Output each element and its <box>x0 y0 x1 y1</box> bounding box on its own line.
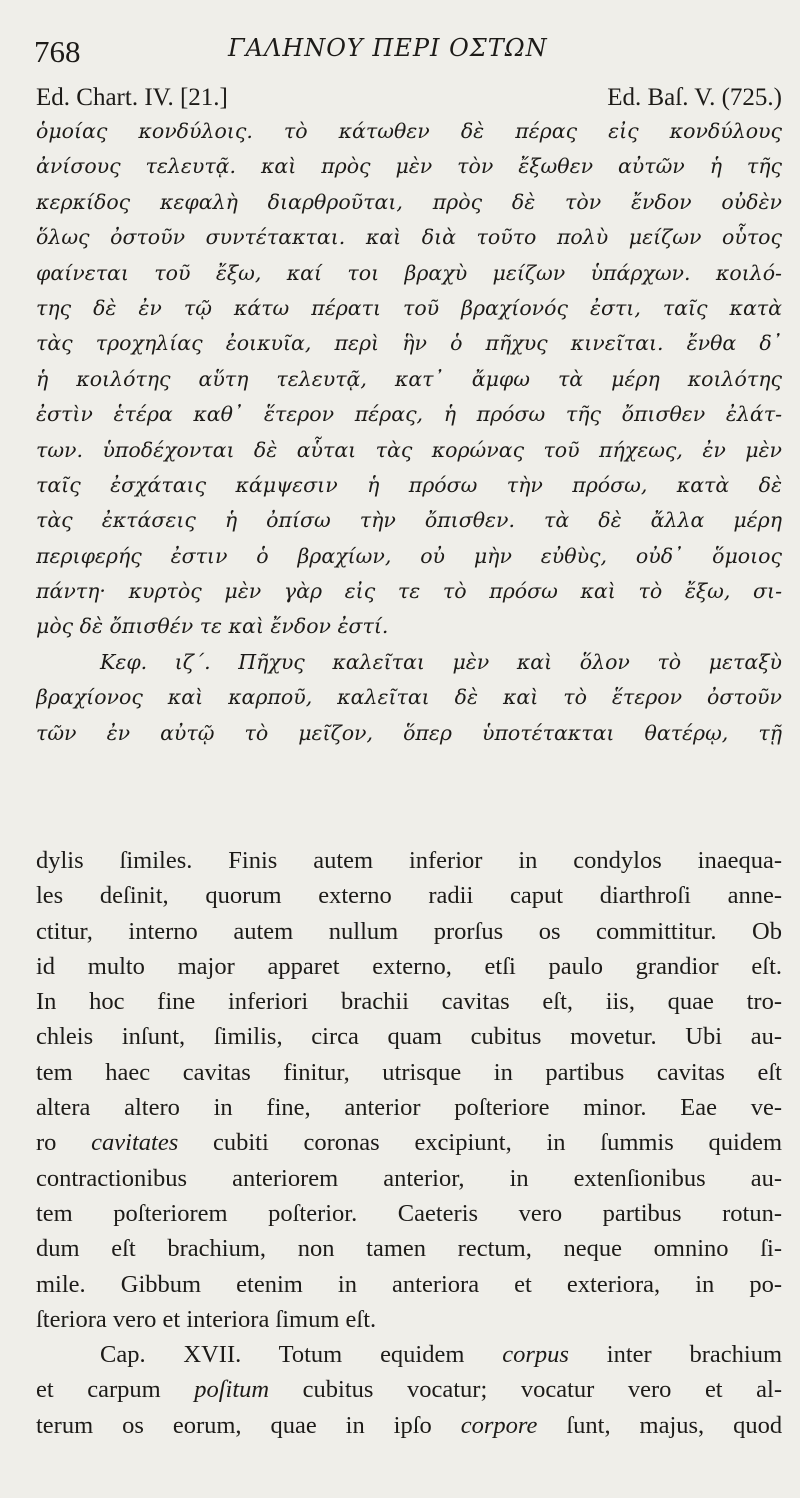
latin-line: tem haec cavitas finitur, utrisque in partibus cavitas eſt <box>36 1058 782 1086</box>
latin-line: mile. Gibbum etenim in anteriora et exteriora, in po- <box>36 1270 782 1298</box>
latin-line: tem poſteriorem poſterior. Caeteris vero partibus rotun- <box>36 1199 782 1227</box>
latin-line: id multo major apparet externo, etſi paulo grandior eſt. <box>36 952 782 980</box>
greek-line: βραχίονος καὶ καρποῦ, καλεῖται δὲ καὶ τὸ ἕτερον ὀστοῦν <box>36 685 782 710</box>
greek-line: τὰς τροχηλίας ἐοικυῖα, περὶ ἣν ὁ πῆχυς κινεῖται. ἔνθα δ᾽ <box>36 331 782 356</box>
greek-line: τὰς ἐκτάσεις ἡ ὀπίσω τὴν ὄπισθεν. τὰ δὲ ἄλλα μέρη <box>36 508 782 533</box>
latin-line: et carpum poſitum cubitus vocatur; vocatur vero et al- <box>36 1376 782 1404</box>
greek-chapter-heading-line: Κεφ. ιζ΄. Πῆχυς καλεῖται μὲν καὶ ὅλον τὸ μεταξὺ <box>100 649 782 674</box>
edition-reference-left: Ed. Chart. IV. [21.] <box>36 84 228 111</box>
greek-line: της δὲ ἐν τῷ κάτω πέρατι τοῦ βραχίονός ἐστι, ταῖς κατὰ <box>36 295 782 320</box>
greek-line: ὅλως ὀστοῦν συντέτακται. καὶ διὰ τοῦτο πολὺ μείζων οὗτος <box>36 225 782 250</box>
latin-line: ro cavitates cubiti coronas excipiunt, in ſummis quidem <box>36 1129 782 1157</box>
italic-word: cavitates <box>91 1129 179 1157</box>
greek-line: ἡ κοιλότης αὕτη τελευτᾷ, κατ᾽ ἄμφω τὰ μέρη κοιλότης <box>36 366 782 391</box>
greek-line: ἀνίσους τελευτᾷ. καὶ πρὸς μὲν τὸν ἔξωθεν αὐτῶν ἡ τῆς <box>36 154 782 179</box>
page-number: 768 <box>34 34 81 69</box>
latin-line: terum os eorum, quae in ipſo corpore ſunt, majus, quod <box>36 1411 782 1439</box>
edition-reference-right: Ed. Baſ. V. (725.) <box>607 84 782 111</box>
latin-line: dum eſt brachium, non tamen rectum, neque omnino ſi- <box>36 1235 782 1263</box>
running-title: ΓΑΛΗΝΟΥ ΠΕΡΙ ΟΣΤΩΝ <box>228 34 548 62</box>
latin-line: contractionibus anteriorem anterior, in extenſionibus au- <box>36 1164 782 1192</box>
italic-word: corpore <box>460 1411 538 1439</box>
greek-line: φαίνεται τοῦ ἔξω, καί τοι βραχὺ μείζων ὑπάρχων. κοιλό- <box>36 260 782 285</box>
greek-line: τῶν ἐν αὐτῷ τὸ μεῖζον, ὅπερ ὑποτέτακται θατέρῳ, τῇ <box>36 720 782 745</box>
latin-line: ſteriora vero et interiora ſimum eſt. <box>36 1305 377 1333</box>
greek-line: των. ὑποδέχονται δὲ αὗται τὰς κορώνας τοῦ πήχεως, ἐν μὲν <box>36 437 782 462</box>
greek-line: ἐστὶν ἑτέρα καθ᾽ ἕτερον πέρας, ἡ πρόσω τῆς ὄπισθεν ἐλάτ- <box>36 402 782 427</box>
greek-line: ταῖς ἐσχάταις κάμψεσιν ἡ πρόσω τὴν πρόσω, κατὰ δὲ <box>36 472 782 497</box>
greek-text-block <box>36 114 782 751</box>
latin-line: les deſinit, quorum externo radii caput diarthroſi anne- <box>36 882 782 910</box>
italic-word: poſitum <box>194 1376 270 1404</box>
latin-chapter-heading-line: Cap. XVII. Totum equidem corpus inter brachium <box>100 1341 782 1369</box>
greek-line: ὁμοίας κονδύλοις. τὸ κάτωθεν δὲ πέρας εἰς κονδύλους <box>36 119 782 143</box>
greek-line: περιφερής ἐστιν ὁ βραχίων, οὐ μὴν εὐθὺς, οὐδ᾽ ὅμοιος <box>36 543 782 568</box>
greek-line: κερκίδος κεφαλὴ διαρθροῦται, πρὸς δὲ τὸν ἔνδον οὐδὲν <box>36 189 782 214</box>
latin-line: altera altero in fine, anterior poſteriore minor. Eae ve- <box>36 1094 782 1122</box>
latin-text-block <box>36 843 782 1443</box>
latin-line: ctitur, interno autem nullum prorſus os committitur. Ob <box>36 917 782 945</box>
greek-line: μὸς δὲ ὄπισθέν τε καὶ ἔνδον ἐστί. <box>36 614 389 639</box>
greek-line: πάντη· κυρτὸς μὲν γὰρ εἰς τε τὸ πρόσω καὶ τὸ ἔξω, σι- <box>36 579 782 604</box>
latin-line: chleis inſunt, ſimilis, circa quam cubitus movetur. Ubi au- <box>36 1023 782 1051</box>
latin-line: In hoc fine inferiori brachii cavitas eſt, iis, quae tro- <box>36 988 782 1016</box>
italic-word: corpus <box>502 1341 569 1369</box>
latin-line: dylis ſimiles. Finis autem inferior in condylos inaequa- <box>36 847 782 874</box>
